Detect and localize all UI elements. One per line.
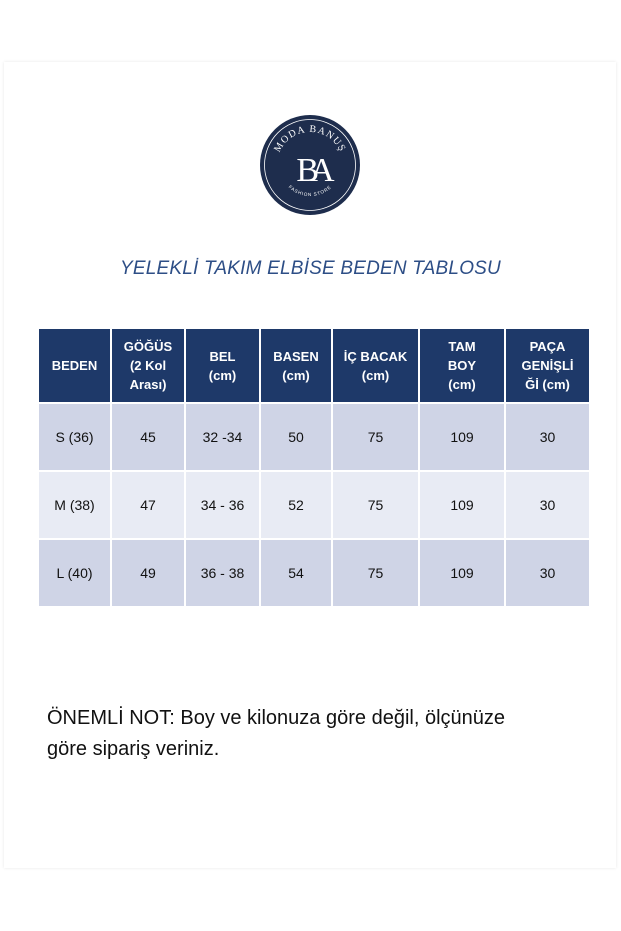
table-cell: 50 — [260, 403, 332, 471]
header-line: (cm) — [282, 367, 310, 383]
header-line: BEL — [209, 348, 236, 364]
size-table — [39, 329, 589, 608]
table-row — [39, 403, 589, 471]
table-cell: L (40) — [39, 539, 111, 607]
header-ic-bacak — [332, 329, 419, 403]
table-cell: 30 — [505, 403, 589, 471]
header-line: BASEN — [273, 348, 319, 364]
table-cell: 34 - 36 — [185, 471, 260, 539]
table-cell: 75 — [332, 471, 419, 539]
header-line: İÇ BACAK — [343, 348, 408, 364]
header-beden — [39, 329, 111, 403]
important-note — [47, 703, 597, 765]
brand-logo — [259, 114, 361, 216]
header-line: GENİŞLİ — [521, 358, 574, 373]
table-row — [39, 471, 589, 539]
note-line: ÖNEMLİ NOT: Boy ve kilonuza göre değil, ölçünüze — [47, 707, 505, 729]
header-line: TAM — [448, 339, 476, 354]
table-cell: 45 — [111, 403, 185, 471]
table-cell: 47 — [111, 471, 185, 539]
table-cell: 75 — [332, 403, 419, 471]
header-line: (cm) — [361, 367, 390, 383]
note-line: göre sipariş veriniz. — [47, 738, 220, 760]
header-tam-boy — [419, 329, 505, 403]
header-line: PAÇA — [529, 339, 566, 354]
header-paca-genisligi — [505, 329, 589, 403]
table-cell: M (38) — [39, 471, 111, 539]
header-line: BEDEN — [51, 358, 98, 373]
table-row — [39, 539, 589, 607]
header-line: BOY — [447, 358, 477, 373]
header-bel — [185, 329, 260, 403]
header-gogus — [111, 329, 185, 403]
table-cell: S (36) — [39, 403, 111, 471]
logo-brand-name: MODA BANUŞ — [272, 123, 348, 155]
page-title: YELEKLİ TAKIM ELBİSE BEDEN TABLOSU — [120, 258, 501, 279]
table-cell: 109 — [419, 471, 505, 539]
logo-monogram: BA — [296, 152, 326, 189]
header-line: GÖĞÜS — [123, 339, 173, 354]
header-line: (cm) — [208, 367, 237, 383]
table-cell: 52 — [260, 471, 332, 539]
table-cell: 36 - 38 — [185, 539, 260, 607]
header-line: (cm) — [448, 377, 476, 392]
table-cell: 30 — [505, 471, 589, 539]
header-line: Arası) — [129, 377, 167, 392]
table-header-row — [39, 329, 589, 403]
header-line: Ğİ (cm) — [525, 377, 570, 392]
header-basen — [260, 329, 332, 403]
table-cell: 109 — [419, 539, 505, 607]
table-cell: 54 — [260, 539, 332, 607]
table-cell: 75 — [332, 539, 419, 607]
logo-tagline: FASHION STORE — [287, 184, 333, 198]
table-cell: 109 — [419, 403, 505, 471]
header-line: (2 Kol — [129, 358, 167, 373]
table-cell: 30 — [505, 539, 589, 607]
table-cell: 49 — [111, 539, 185, 607]
table-cell: 32 -34 — [185, 403, 260, 471]
